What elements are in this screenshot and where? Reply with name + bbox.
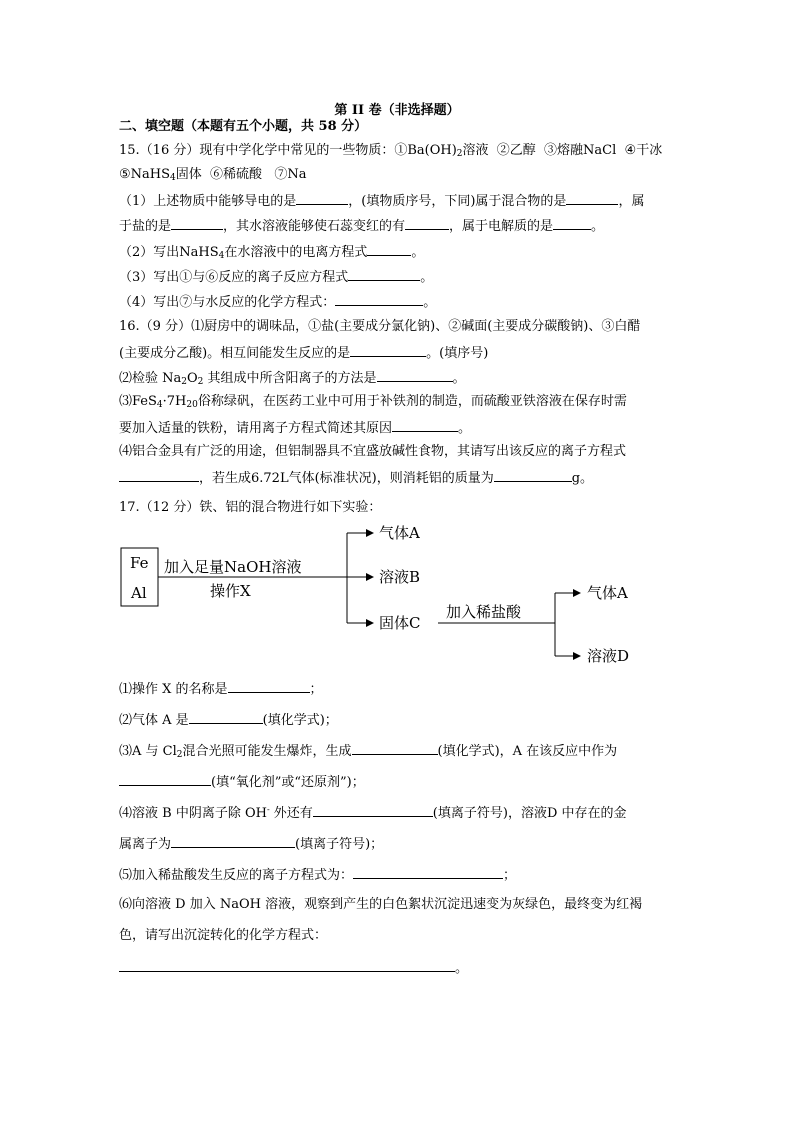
al-label: Al: [131, 584, 147, 602]
answer-blank[interactable]: [352, 742, 438, 755]
section-title: 第 II 卷（非选择题）: [334, 103, 460, 118]
fe-label: Fe: [130, 554, 149, 572]
q17-part6-answer: 。: [119, 959, 468, 977]
answer-blank[interactable]: [119, 959, 455, 972]
q17-part4: ⑷溶液 B 中阴离子除 OH- 外还有 (填离子符号)，溶液D 中存在的金: [119, 805, 627, 821]
answer-blank[interactable]: [353, 866, 503, 879]
q16-line3: ⑵检验 $Na_2O_2$ 其组成中所含阳离子的方法是 。: [119, 371, 466, 387]
q16-line5: 要加入适量的铁粉，请用离子方程式简述其原因 。: [119, 421, 472, 436]
q15-part4: （4）写出⑦与水反应的化学方程式： 。: [119, 295, 437, 310]
q16-line6: ⑷铝合金具有广泛的用途，但铝制器具不宜盛放碱性食物，其请写出该反应的离子方程式: [119, 444, 627, 459]
gas-a2-label: 气体A: [587, 584, 628, 602]
q15-part1: （1）上述物质中能够导电的是 ，(填物质序号，下同)属于混合物的是 ，属: [119, 194, 645, 209]
q15-part1-cont: 于盐的是 ，其水溶液能够使石蕊变红的有 ，属于电解质的是 。: [119, 219, 605, 234]
step1-label: 加入足量NaOH溶液: [164, 558, 302, 576]
op-label: 操作X: [210, 582, 251, 600]
answer-blank[interactable]: [189, 711, 263, 724]
q17-part3-cont: (填“氧化剂”或“还原剂”)；: [119, 773, 365, 791]
q17-part6-cont: 色，请写出沉淀转化的化学方程式：: [119, 928, 328, 943]
gas-a-label: 气体A: [379, 524, 420, 542]
q17-part3: ⑶A 与 $Cl_2$混合光照可能发生爆炸，生成 (填化学式)，A 在该反应中作为: [119, 744, 618, 760]
q17-part2: ⑵气体 A 是 (填化学式)；: [119, 713, 338, 728]
q16-line4: $⑶FeS_4\cdot 7H_{20}$俗称绿矾，在医药工业中可用于补铁剂的制造，而硫酸亚铁溶液在保存时需: [119, 394, 627, 410]
q17-part5: ⑸加入稀盐酸发生反应的离子方程式为： ；: [119, 868, 517, 883]
sol-b-label: 溶液B: [379, 568, 421, 586]
q15-part2: （2）写出NaHS$_4$在水溶液中的电离方程式 。: [119, 245, 425, 261]
answer-blank[interactable]: [228, 680, 310, 693]
q15-part3: （3）写出①与⑥反应的离子反应方程式 。: [119, 270, 434, 285]
q15-intro: 15.（16 分）现有中学化学中常见的一些物质：$①Ba(OH)_2$溶液 ②乙醇 ③熔融NaCl ④干冰: [119, 143, 663, 159]
answer-blank[interactable]: [171, 835, 295, 848]
section-heading: 二、填空题（本题有五个小题，共 58 分）: [119, 119, 368, 134]
q17-part1: ⑴操作 X 的名称是 ；: [119, 682, 323, 697]
solid-c-label: 固体C: [379, 614, 421, 632]
step2-label: 加入稀盐酸: [446, 603, 522, 621]
q16-line2: (主要成分乙酸)。相互间能发生反应的是 。(填序号): [119, 346, 489, 361]
q17-part4-cont: 属离子为 (填离子符号)；: [119, 837, 384, 852]
q16-line1: 16.（9 分）⑴厨房中的调味品，①盐(主要成分氯化钠)、②碱面(主要成分碳酸钠)、③白醋: [119, 319, 641, 334]
sol-d-label: 溶液D: [587, 647, 630, 665]
q17-intro: 17.（12 分）铁、铝的混合物进行如下实验：: [119, 500, 382, 515]
q17-part6: ⑹向溶液 D 加入 NaOH 溶液，观察到产生的白色絮状沉淀迅速变为灰绿色，最终变为红褐: [119, 897, 643, 912]
q16-line7: ，若生成6.72L气体(标准状况)，则消耗铝的质量为 g。: [119, 469, 593, 487]
answer-blank[interactable]: [313, 804, 433, 817]
q15-substances: ⑤NaHS$_4$固体 ⑥稀硫酸 ⑦Na: [119, 167, 307, 183]
answer-blank[interactable]: [119, 773, 211, 786]
